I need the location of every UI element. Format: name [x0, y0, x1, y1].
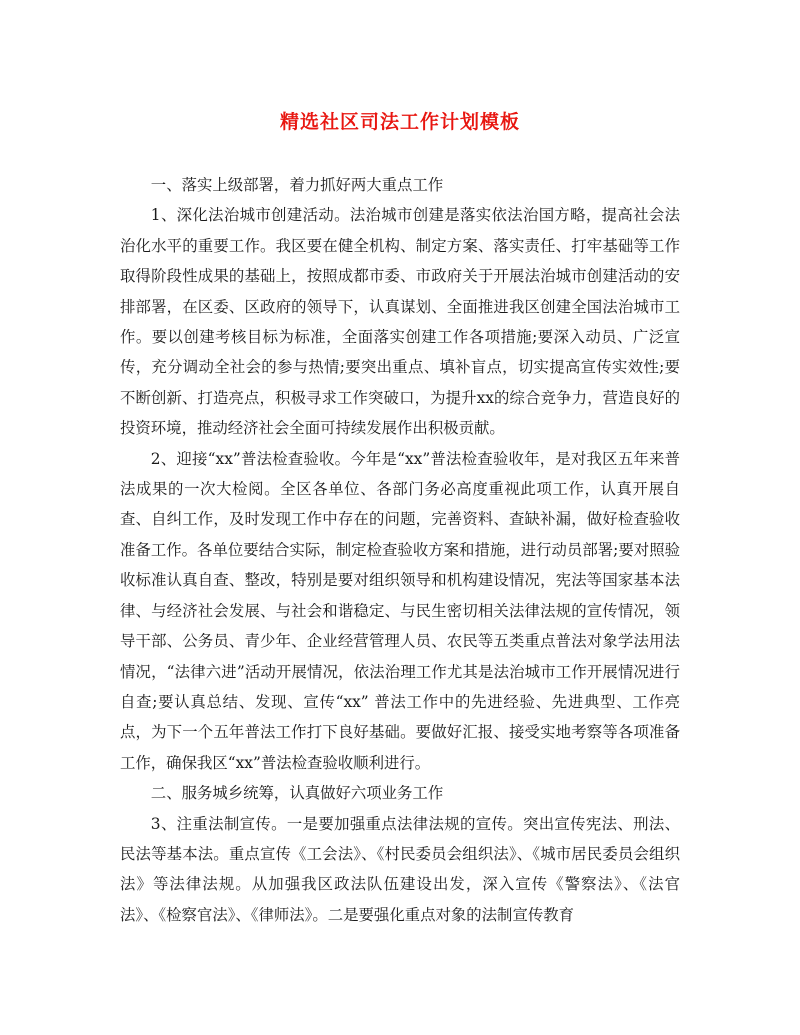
paragraph-3: 3、注重法制宣传。一是要加强重点法律法规的宣传。突出宣传宪法、刑法、民法等基本法。重点宣传《工会法》、《村民委员会组织法》、《城市居民委员会组织法》等法律法规。从加强我区政法队伍建设出发，深入宣传《警察法》、《法官法》、《检察官法》、《律师法》。二是要强化重点对象的法制宣传教育	[120, 814, 680, 924]
section-heading-2: 二、服务城乡统筹，认真做好六项业务工作	[150, 784, 444, 803]
document-body	[120, 170, 680, 930]
document-title: 精选社区司法工作计划模板	[279, 111, 520, 133]
paragraph-1: 1、深化法治城市创建活动。法治城市创建是落实依法治国方略，提高社会法治化水平的重要工作。我区要在健全机构、制定方案、落实责任、打牢基础等工作取得阶段性成果的基础上，按照成都市委、市政府关于开展法治城市创建活动的安排部署，在区委、区政府的领导下，认真谋划、全面推进我区创建全国法治城市工作。要以创建考核目标为标准，全面落实创建工作各项措施;要深入动员、广泛宣传，充分调动全社会的参与热情;要突出重点、填补盲点，切实提高宣传实效性;要不断创新、打造亮点，积极寻求工作突破口，为提升xx的综合竞争力，营造良好的投资环境，推动经济社会全面可持续发展作出积极贡献。	[120, 206, 680, 438]
section-heading-1: 一、落实上级部署，着力抓好两大重点工作	[150, 176, 444, 194]
paragraph-2: 2、迎接“xx”普法检查验收。今年是“xx”普法检查验收年，是对我区五年来普法成果的一次大检阅。全区各单位、各部门务必高度重视此项工作，认真开展自查、自纠工作，及时发现工作中存在的问题，完善资料、查缺补漏，做好检查验收准备工作。各单位要结合实际，制定检查验收方案和措施，进行动员部署;要对照验收标准认真自查、整改，特别是要对组织领导和机构建设情况，宪法等国家基本法律、与经济社会发展、与社会和谐稳定、与民生密切相关法律法规的宣传情况，领导干部、公务员、青少年、企业经营管理人员、农民等五类重点普法对象学法用法情况，“法律六进”活动开展情况，依法治理工作尤其是法治城市工作开展情况进行自查;要认真总结、发现、宣传“xx” 普法工作中的先进经验、先进典型、工作亮点，为下一个五年普法工作打下良好基础。要做好汇报、接受实地考察等各项准备工作，确保我区“xx”普法检查验收顺利进行。	[120, 449, 680, 772]
